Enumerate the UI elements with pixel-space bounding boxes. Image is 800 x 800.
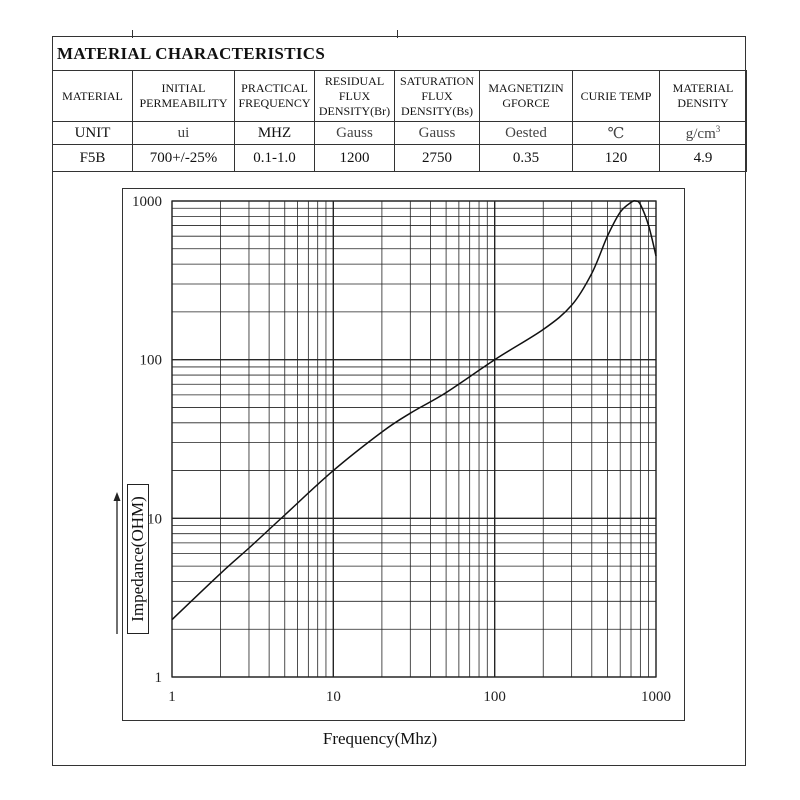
y-tick-label: 1 bbox=[154, 670, 162, 686]
header-line: DENSITY(Bs) bbox=[401, 103, 473, 118]
x-tick-label: 1000 bbox=[641, 689, 671, 705]
header-line: RESIDUAL bbox=[324, 73, 385, 88]
unit-cell: Gauss bbox=[315, 122, 395, 145]
header-line: MATERIAL bbox=[62, 88, 123, 103]
value-cell: 1200 bbox=[315, 145, 395, 172]
value-cell: 700+/-25% bbox=[133, 145, 235, 172]
value-cell: F5B bbox=[53, 145, 133, 172]
header-line: FLUX bbox=[421, 88, 453, 103]
unit-label: UNIT bbox=[53, 122, 133, 145]
x-tick-label: 10 bbox=[325, 689, 341, 705]
y-tick-label: 10 bbox=[147, 511, 162, 528]
y-tick-label: 100 bbox=[139, 352, 162, 369]
value-cell: 2750 bbox=[395, 145, 480, 172]
value-cell: 0.1-1.0 bbox=[235, 145, 315, 172]
unit-cell: ℃ bbox=[573, 122, 660, 145]
plot-border bbox=[172, 201, 656, 677]
impedance-curve bbox=[172, 201, 656, 620]
header-line: DENSITY(Br) bbox=[318, 103, 391, 118]
header-line: DENSITY bbox=[677, 96, 729, 110]
header-line: MAGNETIZIN bbox=[488, 81, 564, 95]
header-line: PRACTICAL bbox=[241, 81, 308, 95]
unit-cell: Oested bbox=[480, 122, 573, 145]
up-arrow-icon bbox=[112, 492, 122, 634]
value-cell: 0.35 bbox=[480, 145, 573, 172]
x-tick-label: 1 bbox=[168, 689, 176, 705]
value-cell: 120 bbox=[573, 145, 660, 172]
unit-text: g/cm bbox=[685, 125, 716, 142]
value-cell: 4.9 bbox=[660, 145, 747, 172]
header-line: FLUX bbox=[338, 88, 371, 103]
unit-cell: ui bbox=[133, 122, 235, 145]
unit-cell: MHZ bbox=[235, 122, 315, 145]
x-tick-label: 100 bbox=[483, 689, 506, 705]
header-line: MATERIAL bbox=[672, 81, 734, 95]
header-line: PERMEABILITY bbox=[139, 96, 228, 110]
header-line: GFORCE bbox=[502, 96, 550, 110]
header-line: CURIE TEMP bbox=[580, 88, 652, 103]
unit-superscript: 3 bbox=[715, 123, 721, 134]
y-axis-label: Impedance(OHM) bbox=[128, 496, 147, 622]
section-title: MATERIAL CHARACTERISTICS bbox=[57, 44, 326, 63]
y-tick-label: 1000 bbox=[132, 194, 162, 210]
header-line: FREQUENCY bbox=[238, 96, 311, 110]
unit-cell: Gauss bbox=[395, 122, 480, 145]
x-axis-label: Frequency(Mhz) bbox=[260, 729, 500, 749]
header-line: INITIAL bbox=[161, 81, 206, 95]
header-line: SATURATION bbox=[399, 73, 474, 88]
